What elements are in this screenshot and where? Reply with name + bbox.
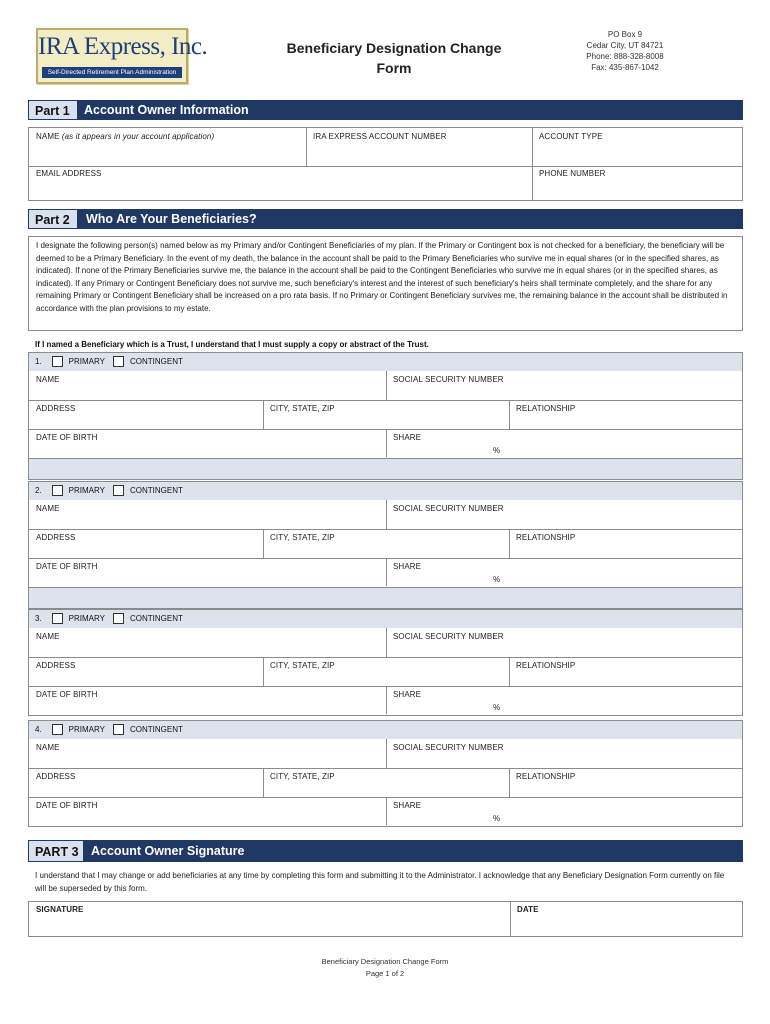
beneficiary-2-fields bbox=[28, 500, 743, 588]
owner-name-field[interactable] bbox=[30, 142, 305, 164]
name-label: NAME bbox=[36, 632, 60, 641]
beneficiary-number: 2. bbox=[35, 486, 42, 495]
account-type-field[interactable] bbox=[534, 142, 741, 164]
part2-label: Part 2 bbox=[28, 209, 78, 229]
beneficiary-name-field[interactable] bbox=[30, 752, 385, 767]
share-field[interactable] bbox=[388, 810, 488, 824]
ssn-field[interactable] bbox=[388, 641, 741, 656]
beneficiary-1-header bbox=[28, 352, 743, 372]
address-field[interactable] bbox=[30, 413, 262, 428]
part1-label: Part 1 bbox=[28, 100, 78, 120]
signature-field[interactable] bbox=[30, 915, 508, 935]
owner-name-label: NAME (as it appears in your account application) bbox=[36, 132, 215, 141]
city-state-zip-field[interactable] bbox=[265, 670, 508, 685]
page-footer bbox=[250, 956, 520, 980]
percent-sign: % bbox=[493, 814, 501, 823]
beneficiary-2-spacer bbox=[28, 588, 743, 609]
primary-checkbox[interactable] bbox=[52, 724, 63, 735]
ssn-label: SOCIAL SECURITY NUMBER bbox=[393, 375, 504, 384]
owner-name-hint: (as it appears in your account application) bbox=[61, 132, 215, 141]
address-label: ADDRESS bbox=[36, 404, 76, 413]
city-state-zip-label: CITY, STATE, ZIP bbox=[270, 772, 335, 781]
beneficiary-number: 1. bbox=[35, 357, 42, 366]
relationship-label: RELATIONSHIP bbox=[516, 661, 576, 670]
relationship-field[interactable] bbox=[511, 542, 741, 557]
contact-block bbox=[560, 29, 690, 73]
address-field[interactable] bbox=[30, 670, 262, 685]
footer-page-number: Page 1 of 2 bbox=[365, 969, 405, 978]
trust-note: If I named a Beneficiary which is a Trust, I understand that I must supply a copy or abstract of the Trust. bbox=[35, 340, 429, 349]
relationship-field[interactable] bbox=[511, 781, 741, 796]
relationship-field[interactable] bbox=[511, 413, 741, 428]
share-label: SHARE bbox=[393, 562, 422, 571]
beneficiary-name-field[interactable] bbox=[30, 384, 385, 399]
share-label: SHARE bbox=[393, 690, 422, 699]
name-label: NAME bbox=[36, 504, 60, 513]
share-label: SHARE bbox=[393, 801, 422, 810]
phone-field[interactable] bbox=[534, 179, 741, 199]
logo-tagline: Self-Directed Retirement Plan Administration bbox=[42, 67, 182, 78]
email-label: EMAIL ADDRESS bbox=[36, 169, 102, 178]
part1-title: Account Owner Information bbox=[84, 103, 249, 117]
relationship-label: RELATIONSHIP bbox=[516, 404, 576, 413]
city-state-zip-field[interactable] bbox=[265, 413, 508, 428]
beneficiary-1-fields bbox=[28, 371, 743, 459]
signature-table bbox=[28, 901, 743, 937]
beneficiary-1-spacer bbox=[28, 459, 743, 480]
part3-title: Account Owner Signature bbox=[91, 844, 245, 858]
address-label: ADDRESS bbox=[36, 533, 76, 542]
contingent-label: CONTINGENT bbox=[129, 725, 183, 734]
beneficiary-2-header bbox=[28, 481, 743, 501]
contingent-label: CONTINGENT bbox=[129, 486, 183, 495]
part2-title: Who Are Your Beneficiaries? bbox=[86, 212, 257, 226]
percent-sign: % bbox=[493, 446, 501, 455]
relationship-field[interactable] bbox=[511, 670, 741, 685]
ssn-field[interactable] bbox=[388, 513, 741, 528]
part2-header bbox=[28, 209, 743, 229]
city-state-zip-field[interactable] bbox=[265, 542, 508, 557]
account-number-label: IRA EXPRESS ACCOUNT NUMBER bbox=[313, 132, 447, 141]
account-type-label: ACCOUNT TYPE bbox=[539, 132, 603, 141]
address-field[interactable] bbox=[30, 542, 262, 557]
ssn-label: SOCIAL SECURITY NUMBER bbox=[393, 504, 504, 513]
logo-name: IRA Express, Inc. bbox=[38, 33, 208, 60]
address-label: ADDRESS bbox=[36, 772, 76, 781]
part3-label: PART 3 bbox=[28, 840, 84, 862]
beneficiary-number: 4. bbox=[35, 725, 42, 734]
form-title bbox=[270, 38, 518, 78]
beneficiary-3-fields bbox=[28, 628, 743, 716]
footer-form-name: Beneficiary Designation Change Form bbox=[321, 957, 449, 966]
account-number-field[interactable] bbox=[308, 142, 530, 164]
dob-label: DATE OF BIRTH bbox=[36, 690, 98, 699]
address-label: ADDRESS bbox=[36, 661, 76, 670]
beneficiary-3-header bbox=[28, 609, 743, 629]
contact-fax: Fax: 435-867-1042 bbox=[591, 63, 659, 72]
dob-label: DATE OF BIRTH bbox=[36, 433, 98, 442]
relationship-label: RELATIONSHIP bbox=[516, 772, 576, 781]
contingent-checkbox[interactable] bbox=[113, 485, 124, 496]
part1-header bbox=[28, 100, 743, 120]
address-field[interactable] bbox=[30, 781, 262, 796]
phone-label: PHONE NUMBER bbox=[539, 169, 606, 178]
account-owner-table bbox=[28, 127, 743, 201]
city-state-zip-field[interactable] bbox=[265, 781, 508, 796]
contingent-checkbox[interactable] bbox=[113, 613, 124, 624]
contingent-label: CONTINGENT bbox=[129, 357, 183, 366]
dob-field[interactable] bbox=[30, 571, 385, 585]
contingent-checkbox[interactable] bbox=[113, 356, 124, 367]
primary-label: PRIMARY bbox=[68, 614, 105, 623]
designation-paragraph: I designate the following person(s) named below as my Primary and/or Contingent Beneficiaries of my plan. If the Primary or Contingent box is not checked for a beneficiary, the beneficiary will be deemed to be a Primary Beneficiary. In the event of my death, the balance in the account shall be paid to the Primary Beneficiaries who survive me in equal shares (or in the specified shares, as indicated). If none of the Primary Beneficiaries survive me, the balance in the account shall be paid to the Contingent Beneficiaries who survive me in equal shares (or in the specified shares, as indicated). If any Primary or Contingent Beneficiary does not survive me, such beneficiary's interest and the interest of such beneficiary's heirs shall terminate completely, and the share for any remaining Primary or Contingent Beneficiary shall be increased on a pro rata basis. If no Primary or Contingent Beneficiary survives me, the remaining balance in the account shall be distributed in accordance with the plan provisions to my estate. bbox=[36, 241, 728, 313]
signature-label: SIGNATURE bbox=[36, 905, 84, 914]
date-field[interactable] bbox=[512, 915, 741, 935]
primary-label: PRIMARY bbox=[68, 725, 105, 734]
share-label: SHARE bbox=[393, 433, 422, 442]
primary-label: PRIMARY bbox=[68, 486, 105, 495]
part3-header bbox=[28, 840, 743, 862]
contact-phone: Phone: 888-328-8008 bbox=[586, 52, 664, 61]
beneficiary-name-field[interactable] bbox=[30, 513, 385, 528]
dob-field[interactable] bbox=[30, 442, 385, 456]
dob-label: DATE OF BIRTH bbox=[36, 562, 98, 571]
ssn-label: SOCIAL SECURITY NUMBER bbox=[393, 632, 504, 641]
beneficiary-4-fields bbox=[28, 739, 743, 827]
ssn-label: SOCIAL SECURITY NUMBER bbox=[393, 743, 504, 752]
city-state-zip-label: CITY, STATE, ZIP bbox=[270, 404, 335, 413]
share-field[interactable] bbox=[388, 571, 488, 585]
contact-city: Cedar City, UT 84721 bbox=[586, 41, 664, 50]
ssn-field[interactable] bbox=[388, 384, 741, 399]
contingent-checkbox[interactable] bbox=[113, 724, 124, 735]
beneficiary-4-header bbox=[28, 720, 743, 740]
name-label: NAME bbox=[36, 375, 60, 384]
ssn-field[interactable] bbox=[388, 752, 741, 767]
form-title-line1: Beneficiary Designation Change bbox=[286, 40, 502, 56]
primary-checkbox[interactable] bbox=[52, 356, 63, 367]
city-state-zip-label: CITY, STATE, ZIP bbox=[270, 661, 335, 670]
beneficiary-name-field[interactable] bbox=[30, 641, 385, 656]
designation-box bbox=[28, 236, 743, 331]
beneficiary-number: 3. bbox=[35, 614, 42, 623]
percent-sign: % bbox=[493, 575, 501, 584]
percent-sign: % bbox=[493, 703, 501, 712]
form-title-line2: Form bbox=[376, 60, 412, 76]
date-label: DATE bbox=[517, 905, 539, 914]
contingent-label: CONTINGENT bbox=[129, 614, 183, 623]
email-field[interactable] bbox=[30, 179, 530, 199]
city-state-zip-label: CITY, STATE, ZIP bbox=[270, 533, 335, 542]
relationship-label: RELATIONSHIP bbox=[516, 533, 576, 542]
primary-checkbox[interactable] bbox=[52, 613, 63, 624]
dob-label: DATE OF BIRTH bbox=[36, 801, 98, 810]
primary-checkbox[interactable] bbox=[52, 485, 63, 496]
acknowledgement-paragraph: I understand that I may change or add beneficiaries at any time by completing this form and submitting it to the Administrator. I acknowledge that any Beneficiary Designation Form currently on file will be superseded by this form. bbox=[35, 871, 725, 893]
primary-label: PRIMARY bbox=[68, 357, 105, 366]
dob-field[interactable] bbox=[30, 699, 385, 713]
dob-field[interactable] bbox=[30, 810, 385, 824]
contact-address: PO Box 9 bbox=[607, 30, 643, 39]
company-logo bbox=[36, 28, 208, 84]
name-label: NAME bbox=[36, 743, 60, 752]
share-field[interactable] bbox=[388, 442, 488, 456]
share-field[interactable] bbox=[388, 699, 488, 713]
